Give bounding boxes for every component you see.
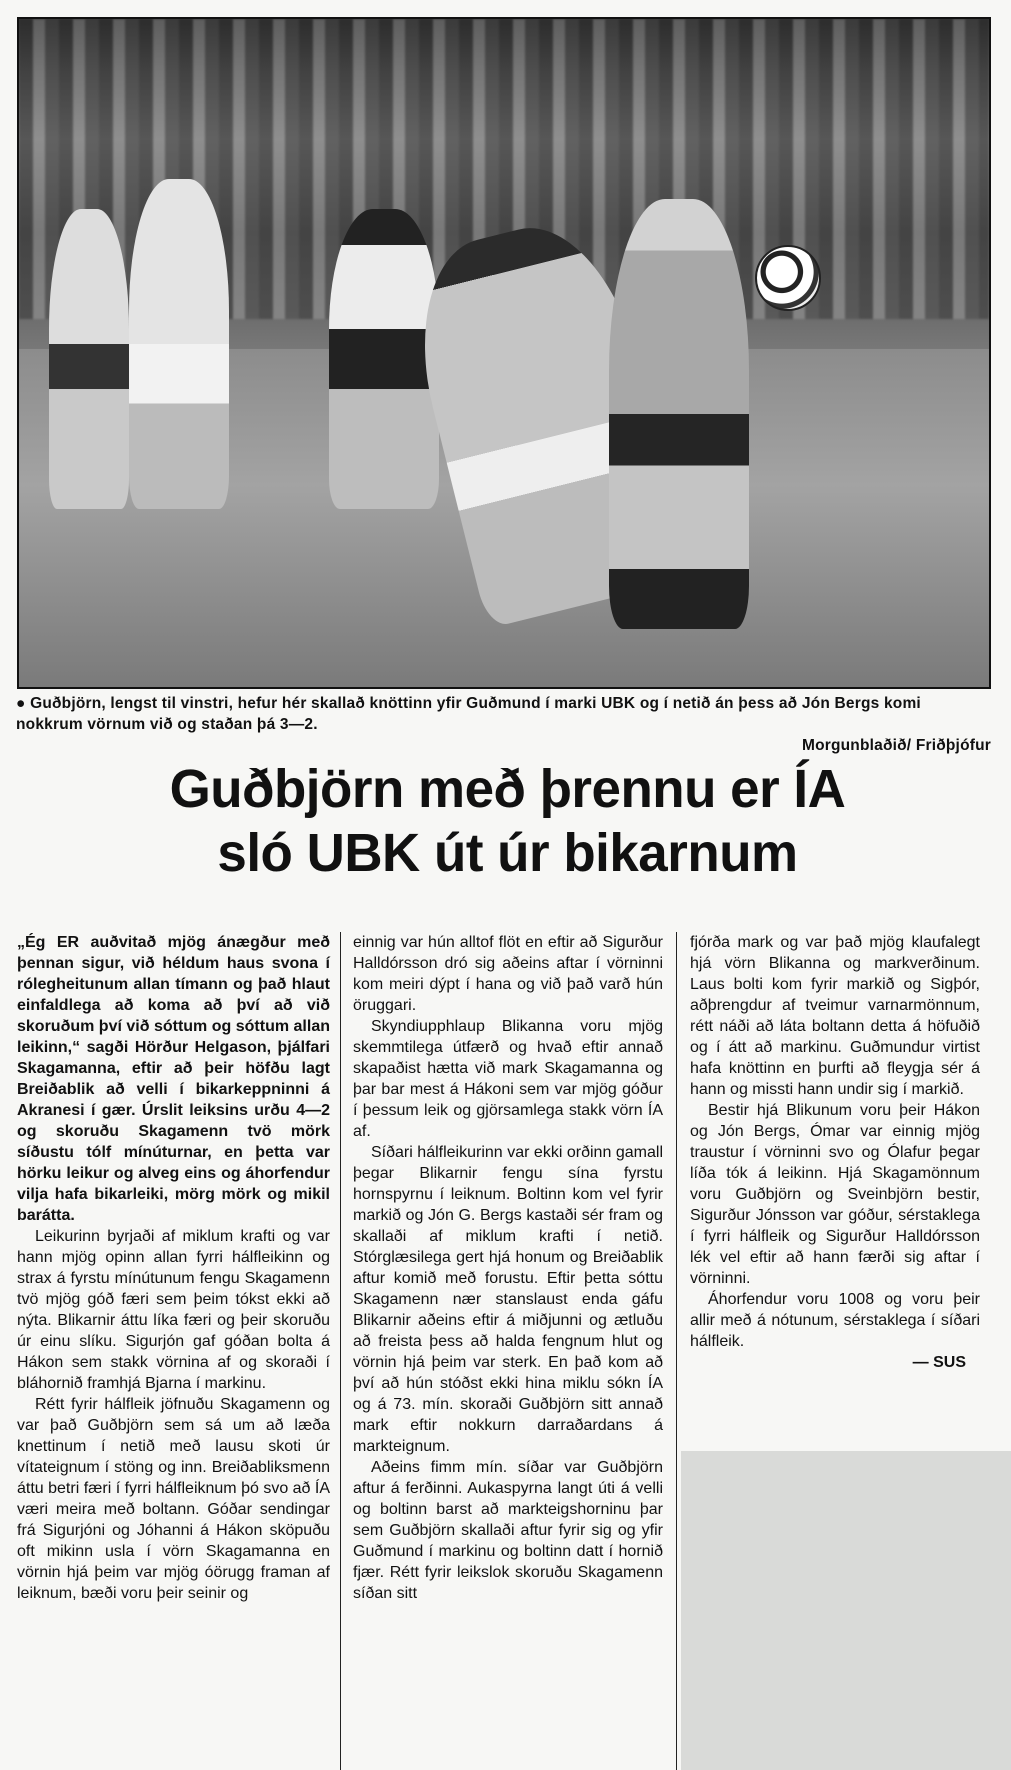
article-paragraph: Skyndiupphlaup Blikanna voru mjög skemmtilega útfærð og hvað eftir annað skapaðist hætta við mark Skagamanna og þar bar mest á Hákoni sem var mjög góður í þessum leik og gjörsamlega stakk vörn ÍA af.: [353, 1018, 663, 1140]
column-rule: [676, 932, 677, 1770]
player-figure: [609, 199, 749, 629]
match-photo: [17, 17, 991, 689]
player-figure: [329, 209, 439, 509]
article-paragraph: Rétt fyrir hálfleik jöfnuðu Skagamenn og var það Guðbjörn sem sá um að læða knettinum í netið með lausu skoti úr vítateignum í stöng og inn. Breiðabliksmenn áttu betri færi í fyrri hálfleiknum þó svo að ÍA væri meira með boltann. Góðar sendingar frá Sigurjóni og Jóhanni á Hákon sköpuðu oft mikinn usla í vörn Skagamanna en vörnin hjá þeim var mjög óörugg framan af leiknum, bæði voru þeir seinir og: [17, 1396, 331, 1602]
article-paragraph: Aðeins fimm mín. síðar var Guðbjörn aftur á ferðinni. Aukaspyrna langt úti á velli og boltinn barst að markteigshorninu þar sem Guðbjörn skallaði aftur fyrir sig og yfir Guðmund í markinu og boltinn datt í hornið fjær. Rétt fyrir leikslok skoruðu Skagamenn síðan sitt: [353, 1459, 663, 1602]
article-paragraph: fjórða mark og var það mjög klaufalegt hjá vörn Blikanna og markverðinum. Laus bolti kom fyrir markið og Sigþór, aðþrengdur af tveimur varnarmönnum, rétt náði að láta boltann detta á höfuðið og í átt að markinu. Guðmundur virtist hafa knöttinn en þurfti að fleygja sér á hann og missti hann undir sig í markið.: [690, 934, 980, 1098]
grey-blank-area: [681, 1451, 1011, 1770]
article-paragraph: „Ég ER auðvitað mjög ánægður með þennan sigur, við héldum haus svona í rólegheitunum allan tímann og það hlaut einfaldlega að koma að því að við skoruðum því við sóttum og sóttum allan leikinn,“ sagði Hörður Helgason, þjálfari Skagamanna, eftir að þeir höfðu lagt Breiðablik að velli í bikarkeppninni á Akranesi í gær. Úrslit leiksins urðu 4—2 og skoruðu Skagamenn tvö mörk síðustu tólf mínúturnar, en þetta var hörku leikur og alveg eins og áhorfendur vilja hafa bikarleiki, mörg mörk og mikil barátta.: [17, 934, 330, 1224]
article-paragraph: Bestir hjá Blikunum voru þeir Hákon og Jón Bergs, Ómar var einnig mjög traustur í vörninni svo og Ólafur þegar líða tók á leikinn. Hjá Skagamönnum voru Guðbjörn og Sveinbjörn bestir, Sigurður Jónsson var góður, sérstaklega í fyrri hálfleik og Sigurður Halldórsson lék vel eftir að hann færði sig aftar í vörninni.: [690, 1102, 980, 1287]
photo-credit: Morgunblaðið/ Friðþjófur: [801, 737, 991, 754]
player-figure: [129, 179, 229, 509]
photo-caption: [16, 693, 991, 756]
headline-line-1: Guðbjörn með þrennu er ÍA: [169, 759, 846, 819]
football-icon: [755, 245, 821, 311]
caption-text: ● Guðbjörn, lengst til vinstri, hefur hér skallað knöttinn yfir Guðmund í marki UBK og í netið án þess að Jón Bergs komi nokkrum vörnum við og staðan þá 3—2.: [16, 695, 921, 733]
author-signature: — SUS: [912, 1354, 966, 1371]
article-column-1: [17, 932, 330, 1604]
headline-line-2: sló UBK út úr bikarnum: [217, 823, 798, 883]
column-rule: [340, 932, 341, 1770]
article-paragraph: Áhorfendur voru 1008 og voru þeir allir með á nótunum, sérstaklega í síðari hálfleik.: [690, 1291, 980, 1350]
player-figure: [49, 209, 129, 509]
article-paragraph: einnig var hún alltof flöt en eftir að Sigurður Halldórsson dró sig aðeins aftar í vörninni kom meiri dýpt í hana og við það varð hún öruggari.: [353, 934, 663, 1014]
article-column-2: [353, 932, 663, 1604]
headline: [30, 757, 986, 885]
article-paragraph: Síðari hálfleikurinn var ekki orðinn gamall þegar Blikarnir fengu sína fyrstu hornspyrnu í leiknum. Boltinn kom vel fyrir markið og Jón G. Bergs kastaði sér fram og skallaði af miklum krafti í netið. Stórglæsilega gert hjá honum og Breiðablik aftur komið með forustu. Eftir þetta sóttu Skagamenn nær stanslaust enda gáfu Blikarnir aðeins eftir á miðjunni og ætluðu að freista þess að halda fengnum hlut og vörnin hjá þeim var sterk. En það kom að því að hún stóðst ekki hina miklu sókn ÍA og á 73. mín. skoraði Guðbjörn sitt annað mark eftir nokkurn darraðardans á markteignum.: [353, 1144, 663, 1455]
article-paragraph: Leikurinn byrjaði af miklum krafti og var hann mjög opinn allan fyrri hálfleikinn og strax á fyrstu mínútunum fengu Skagamenn tvö mjög góð færi sem þeim tókst ekki að nýta. Blikarnir áttu líka færi og þeir skoruðu úr einu slíku. Sigurjón gaf góðan bolta á Hákon sem stakk vörnina af og skoraði í bláhornið framhjá Bjarna í markinu.: [17, 1228, 330, 1392]
article-column-3: [690, 932, 980, 1373]
